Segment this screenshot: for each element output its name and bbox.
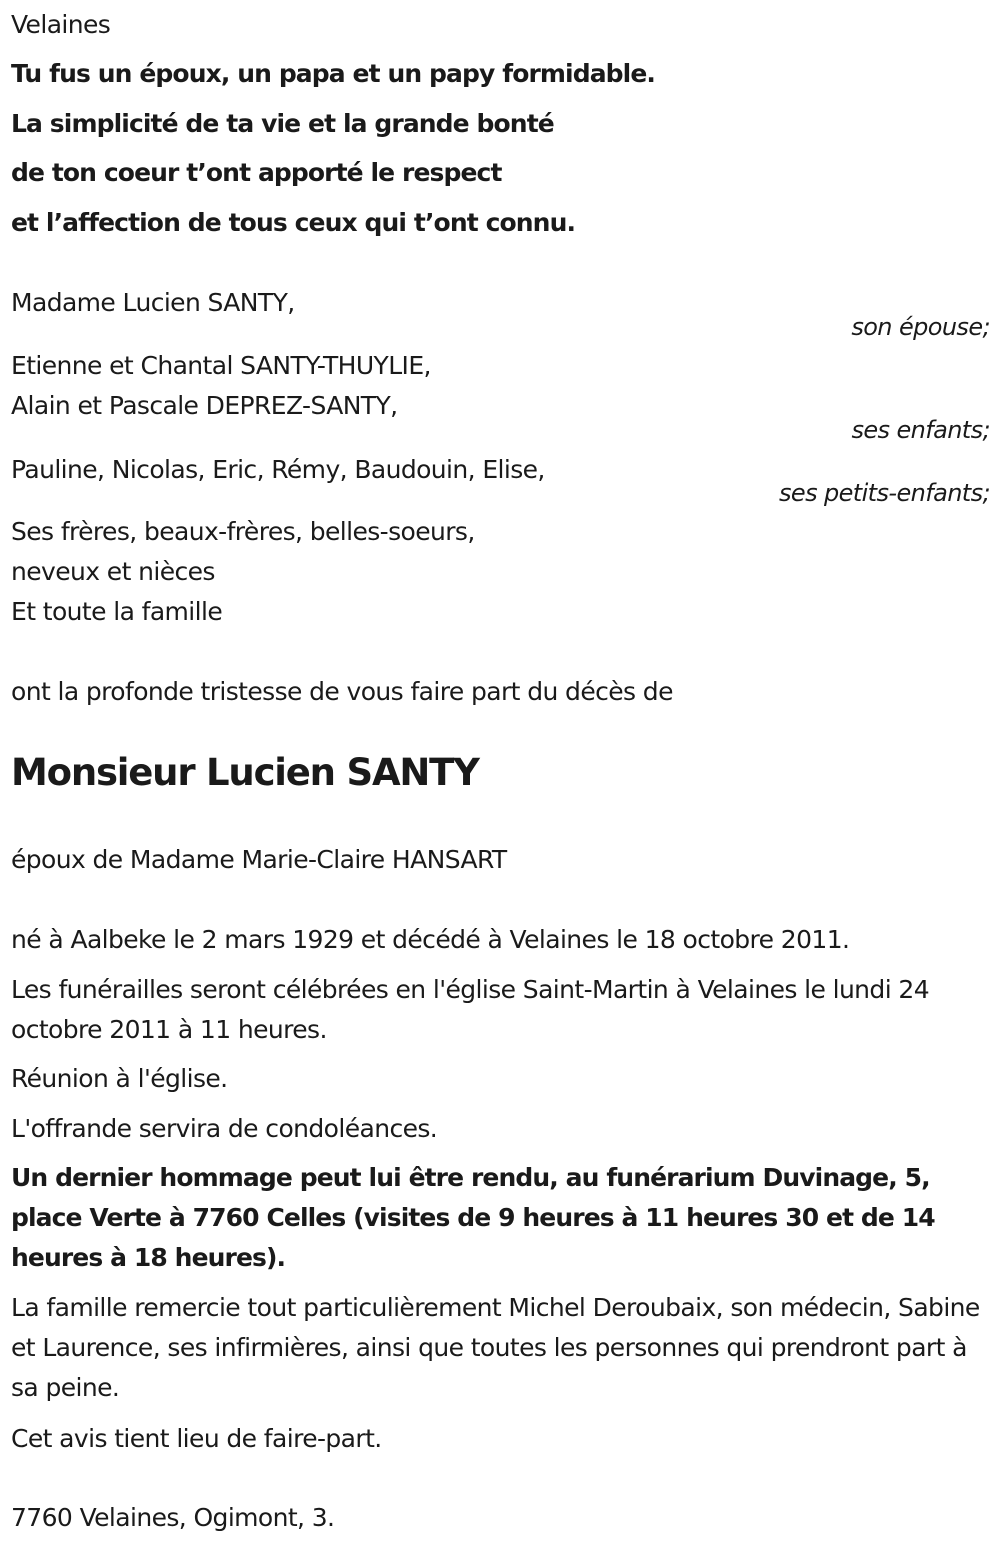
child-2: Alain et Pascale DEPREZ-SANTY, (11, 391, 398, 420)
poem-line-3: de ton coeur t’ont apporté le respect (11, 158, 502, 187)
spouse-role: son épouse; (851, 313, 990, 341)
children-role: ses enfants; (851, 416, 990, 444)
announcement-text: ont la profonde tristesse de vous faire part du décès de (11, 677, 673, 706)
funeral-details: Les funérailles seront célébrées en l'église Saint-Martin à Velaines le lundi 24 octobre 2011 à 11 heures. (11, 975, 930, 1044)
poem-line-4: et l’affection de tous ceux qui t’ont connu. (11, 208, 576, 237)
offering-info: L'offrande servira de condoléances. (11, 1114, 438, 1143)
place-heading: Velaines (11, 10, 111, 39)
tribute-info: Un dernier hommage peut lui être rendu, au funérarium Duvinage, 5, place Verte à 7760 Celles (visites de 9 heures à 11 heures 30 et de 14 heures à 18 heures). (11, 1163, 935, 1272)
grandchildren-role: ses petits-enfants; (779, 479, 990, 507)
poem-line-1: Tu fus un époux, un papa et un papy formidable. (11, 59, 656, 88)
address-text: 7760 Velaines, Ogimont, 3. (11, 1503, 335, 1532)
meeting-info: Réunion à l'église. (11, 1064, 228, 1093)
family-others-1: Ses frères, beaux-frères, belles-soeurs, (11, 517, 475, 546)
grandchildren-names: Pauline, Nicolas, Eric, Rémy, Baudouin, Elise, (11, 455, 545, 484)
thanks-text: La famille remercie tout particulièrement Michel Deroubaix, son médecin, Sabine et Laurence, ses infirmières, ainsi que toutes les personnes qui prendront part à sa peine. (11, 1293, 980, 1402)
notice-text: Cet avis tient lieu de faire-part. (11, 1424, 382, 1453)
deceased-name: Monsieur Lucien SANTY (11, 751, 479, 794)
birth-death-text: né à Aalbeke le 2 mars 1929 et décédé à Velaines le 18 octobre 2011. (11, 925, 850, 954)
family-others-2: neveux et nièces (11, 557, 215, 586)
spouse-of-text: époux de Madame Marie-Claire HANSART (11, 845, 507, 874)
child-1: Etienne et Chantal SANTY-THUYLIE, (11, 351, 431, 380)
poem-line-2: La simplicité de ta vie et la grande bonté (11, 109, 554, 138)
spouse-name: Madame Lucien SANTY, (11, 288, 295, 317)
family-others-3: Et toute la famille (11, 597, 223, 626)
